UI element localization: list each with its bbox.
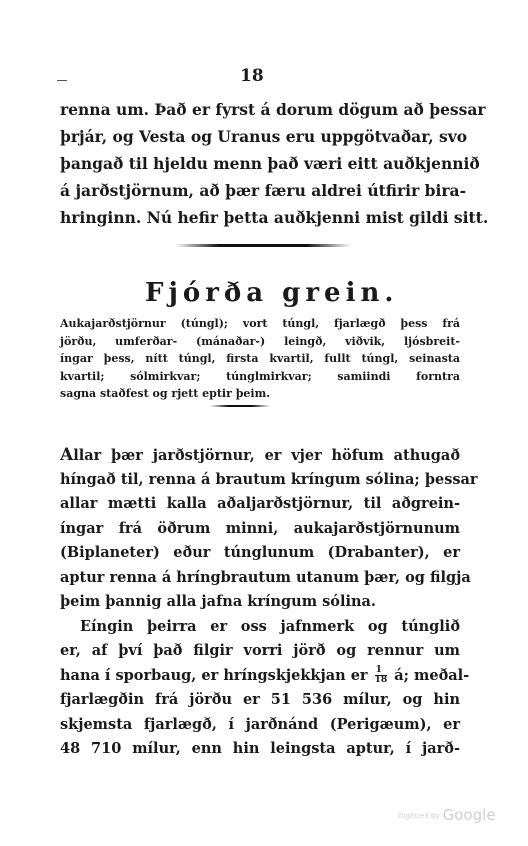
fraction-numerator: 1 — [375, 666, 388, 676]
section-summary — [60, 315, 460, 403]
digitization-watermark — [398, 806, 496, 824]
text-line: skjemsta fjarlægð, í jarðnánd (Perigæum), er — [60, 715, 460, 733]
page-number: 18 — [240, 66, 264, 86]
text-line: híngað til, renna á brautum kríngum sólina; þessar — [60, 470, 478, 488]
summary-line: jörðu, umferðar- (mánaðar-) leingð, viðvik, ljósbreit- — [60, 334, 460, 348]
fraction-denominator: 18 — [374, 675, 388, 685]
summary-line: kvartil; sólmirkvar; túnglmirkvar; samiindi forntra — [60, 369, 460, 383]
fraction — [375, 666, 388, 685]
text-line — [60, 443, 460, 468]
text-line: hringinn. Nú hefir þetta auðkjenni mist gildi sitt. — [60, 208, 489, 227]
intro-paragraph — [60, 96, 489, 231]
text-line: á jarðstjörnum, að þær færu aldrei útfirir bira- — [60, 181, 466, 200]
text-line-with-fraction — [60, 664, 470, 689]
text-line: þangað til hjeldu menn það væri eitt auðkjennið — [60, 154, 480, 173]
text-line: fjarlægðin frá jörðu er 51 536 mílur, og hin — [60, 691, 460, 708]
text-segment: á; meðal- — [394, 666, 470, 684]
summary-line: Aukajarðstjörnur (túngl); vort túngl, fjarlægð þess frá — [60, 317, 460, 330]
section-heading: Fjórða grein. — [145, 278, 399, 308]
text-line: Eíngin þeirra er oss jafnmerk og túnglið — [80, 617, 460, 635]
text-line: renna um. Það er fyrst á dorum dögum að þessar — [60, 100, 486, 119]
summary-divider — [210, 405, 270, 407]
summary-line: sagna staðfest og rjett eptir þeim. — [60, 387, 271, 400]
text-line: íngar frá öðrum minni, aukajarðstjörnunum — [60, 519, 460, 537]
text-segment: hana í sporbaug, er hríngskjekkjan er — [60, 666, 368, 684]
watermark-logo-text: Google — [442, 806, 496, 824]
text-line: allar mætti kalla aðaljarðstjörnur, til aðgrein- — [60, 495, 460, 512]
text-line: þeim þannig alla jafna kríngum sólina. — [60, 593, 376, 610]
summary-line: íngar þess, nítt túngl, firsta kvartil, fullt túngl, seinasta — [60, 352, 460, 365]
text-line: 48 710 mílur, enn hin leingsta aptur, í jarð- — [60, 740, 460, 757]
section-divider — [175, 244, 351, 247]
text-line: þrjár, og Vesta og Uranus eru uppgötvaðar, svo — [60, 127, 468, 146]
text-line: aptur renna á hríngbrautum utanum þær, og filgja — [60, 568, 471, 586]
margin-dash — [57, 80, 67, 81]
watermark-small-text: Digitized by — [398, 811, 440, 820]
text-line-rest: llar þær jarðstjörnur, er vjer höfum athugað — [73, 447, 460, 464]
text-line: (Biplaneter) eður túnglunum (Drabanter), er — [60, 544, 460, 561]
body-text — [60, 443, 478, 762]
text-line: er, af því það filgir vorri jörð og rennur um — [60, 642, 460, 659]
drop-cap: A — [60, 445, 74, 465]
